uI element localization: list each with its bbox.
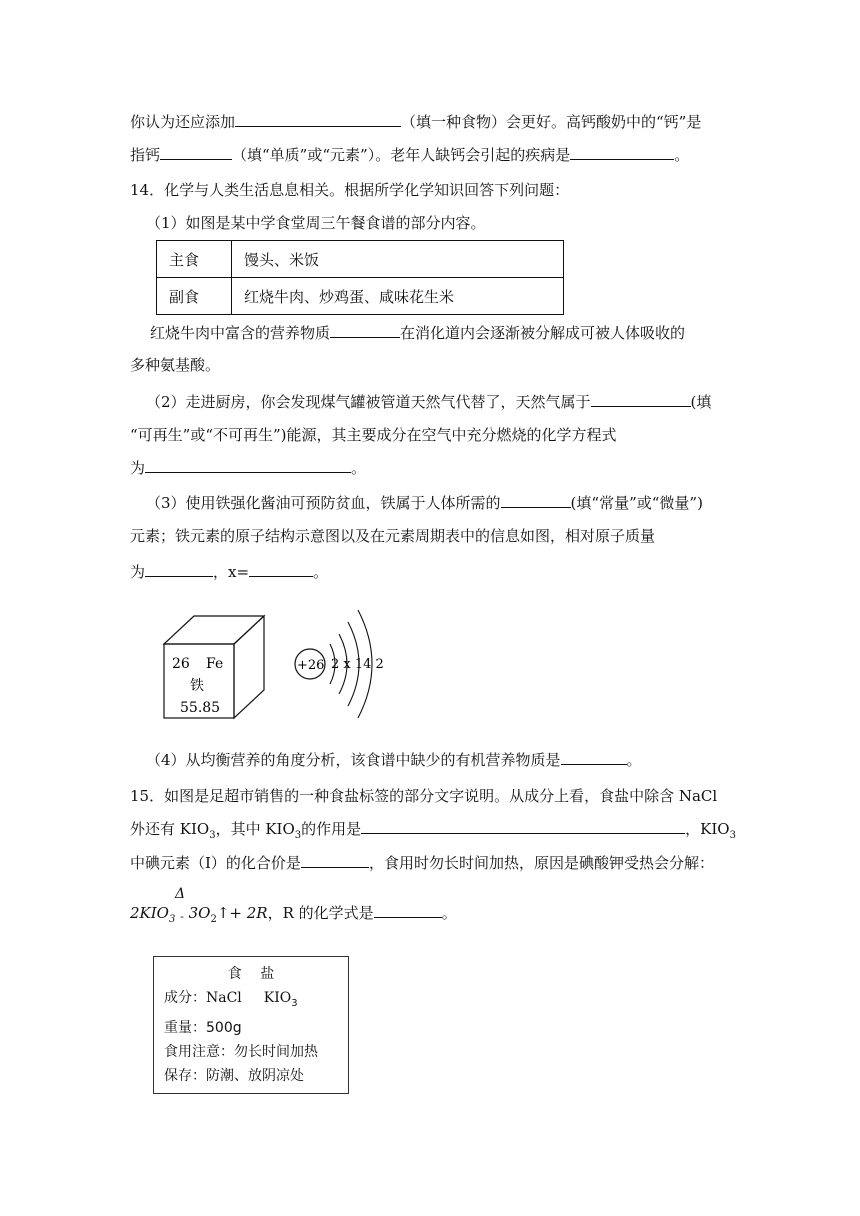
answer-blank[interactable] (501, 492, 571, 508)
q14-part4: （4）从均衡营养的角度分析，该食谱中缺少的有机营养物质是 。 (146, 751, 642, 769)
label-note: 食用注意：勿长时间加热 (164, 1043, 318, 1060)
answer-blank[interactable] (330, 322, 400, 338)
nucleus-charge: +26 (297, 658, 325, 673)
menu-table (156, 240, 564, 315)
answer-blank[interactable] (570, 144, 674, 160)
table-row (157, 241, 564, 278)
q13-line-1: 你认为还应添加 （填一种食物）会更好。高钙酸奶中的“钙”是 (130, 113, 702, 131)
q14-part3: （3）使用铁强化酱油可预防贫血，铁属于人体所需的 (填“常量”或“微量”) (146, 494, 703, 512)
electron-shells: 2 x 14 2 (331, 657, 384, 672)
atomic-mass: 55.85 (180, 700, 221, 716)
answer-blank[interactable] (249, 561, 313, 577)
menu-type: 主食 (157, 241, 232, 278)
menu-items: 红烧牛肉、炒鸡蛋、咸味花生米 (232, 278, 564, 315)
q14-part1-answer: 红烧牛肉中富含的营养物质 在消化道内会逐渐被分解成可被人体吸收的 (150, 324, 686, 342)
answer-blank[interactable] (591, 391, 691, 407)
table-row (157, 278, 564, 315)
label-storage: 保存：防潮、放阴凉处 (164, 1067, 304, 1084)
answer-blank[interactable] (235, 111, 401, 127)
answer-blank[interactable] (374, 902, 442, 918)
answer-blank[interactable] (145, 457, 351, 473)
q14-part3-answer: 为 ，x= 。 (130, 563, 329, 581)
equation-arrow: ‐ (180, 910, 184, 923)
q14-part1-answer-cont: 多种氨基酸。 (130, 356, 221, 374)
label-title: 食 盐 (227, 966, 275, 982)
o2-subscript: 2 (210, 914, 217, 925)
atomic-number: 26 (172, 656, 190, 672)
menu-type: 副食 (157, 278, 232, 315)
answer-blank[interactable] (145, 561, 213, 577)
q14-part1: （1）如图是某中学食堂周三午餐食谱的部分内容。 (146, 214, 486, 232)
menu-items: 馒头、米饭 (232, 241, 564, 278)
element-symbol: Fe (206, 656, 224, 672)
q14-part2: （2）走进厨房，你会发现煤气罐被管道天然气代替了，天然气属于 (填 (146, 393, 712, 411)
q13-line-2: 指钙 （填“单质”或“元素”）。老年人缺钙会引起的疾病是 。 (130, 146, 690, 164)
answer-blank[interactable] (561, 749, 627, 765)
q15-equation: $2KIO_3$ ‐ $3O_2↑+ 2R$，R 的化学式是 。 (130, 904, 457, 925)
q15-line-3: 中碘元素（I）的化合价是 ，食用时勿长时间加热，原因是碘酸钾受热会分解： (130, 854, 714, 872)
delta-symbol: Δ (175, 886, 186, 902)
q14-part3-cont: 元素；铁元素的原子结构示意图以及在元素周期表中的信息如图，相对原子质量 (130, 527, 656, 545)
q14-title: 14．化学与人类生活息息相关。根据所学化学知识回答下列问题： (130, 181, 570, 199)
q14-part2-eq: 为 。 (130, 459, 367, 477)
answer-blank[interactable] (301, 852, 369, 868)
element-tile (164, 616, 264, 718)
answer-blank[interactable] (361, 818, 685, 834)
q15-line-1: 15．如图是足超市销售的一种食盐标签的部分文字说明。从成分上看，食盐中除含 NaCl (130, 787, 718, 805)
answer-blank[interactable] (160, 144, 232, 160)
q15-line-2: 外还有 $KIO_3$，其中 $KIO_3$的作用是 ，$KIO_3$ (130, 820, 736, 841)
q14-part2-cont: “可再生”或“不可再生”)能源，其主要成分在空气中充分燃烧的化学方程式 (130, 426, 617, 444)
iron-element-figure (160, 600, 400, 730)
salt-label (153, 956, 349, 1094)
label-ingredients: 成分：NaCl $KIO_3$ (164, 990, 298, 1009)
element-name: 铁 (190, 678, 204, 694)
label-weight: 重量：500g (164, 1019, 242, 1036)
atom-structure (295, 610, 384, 718)
